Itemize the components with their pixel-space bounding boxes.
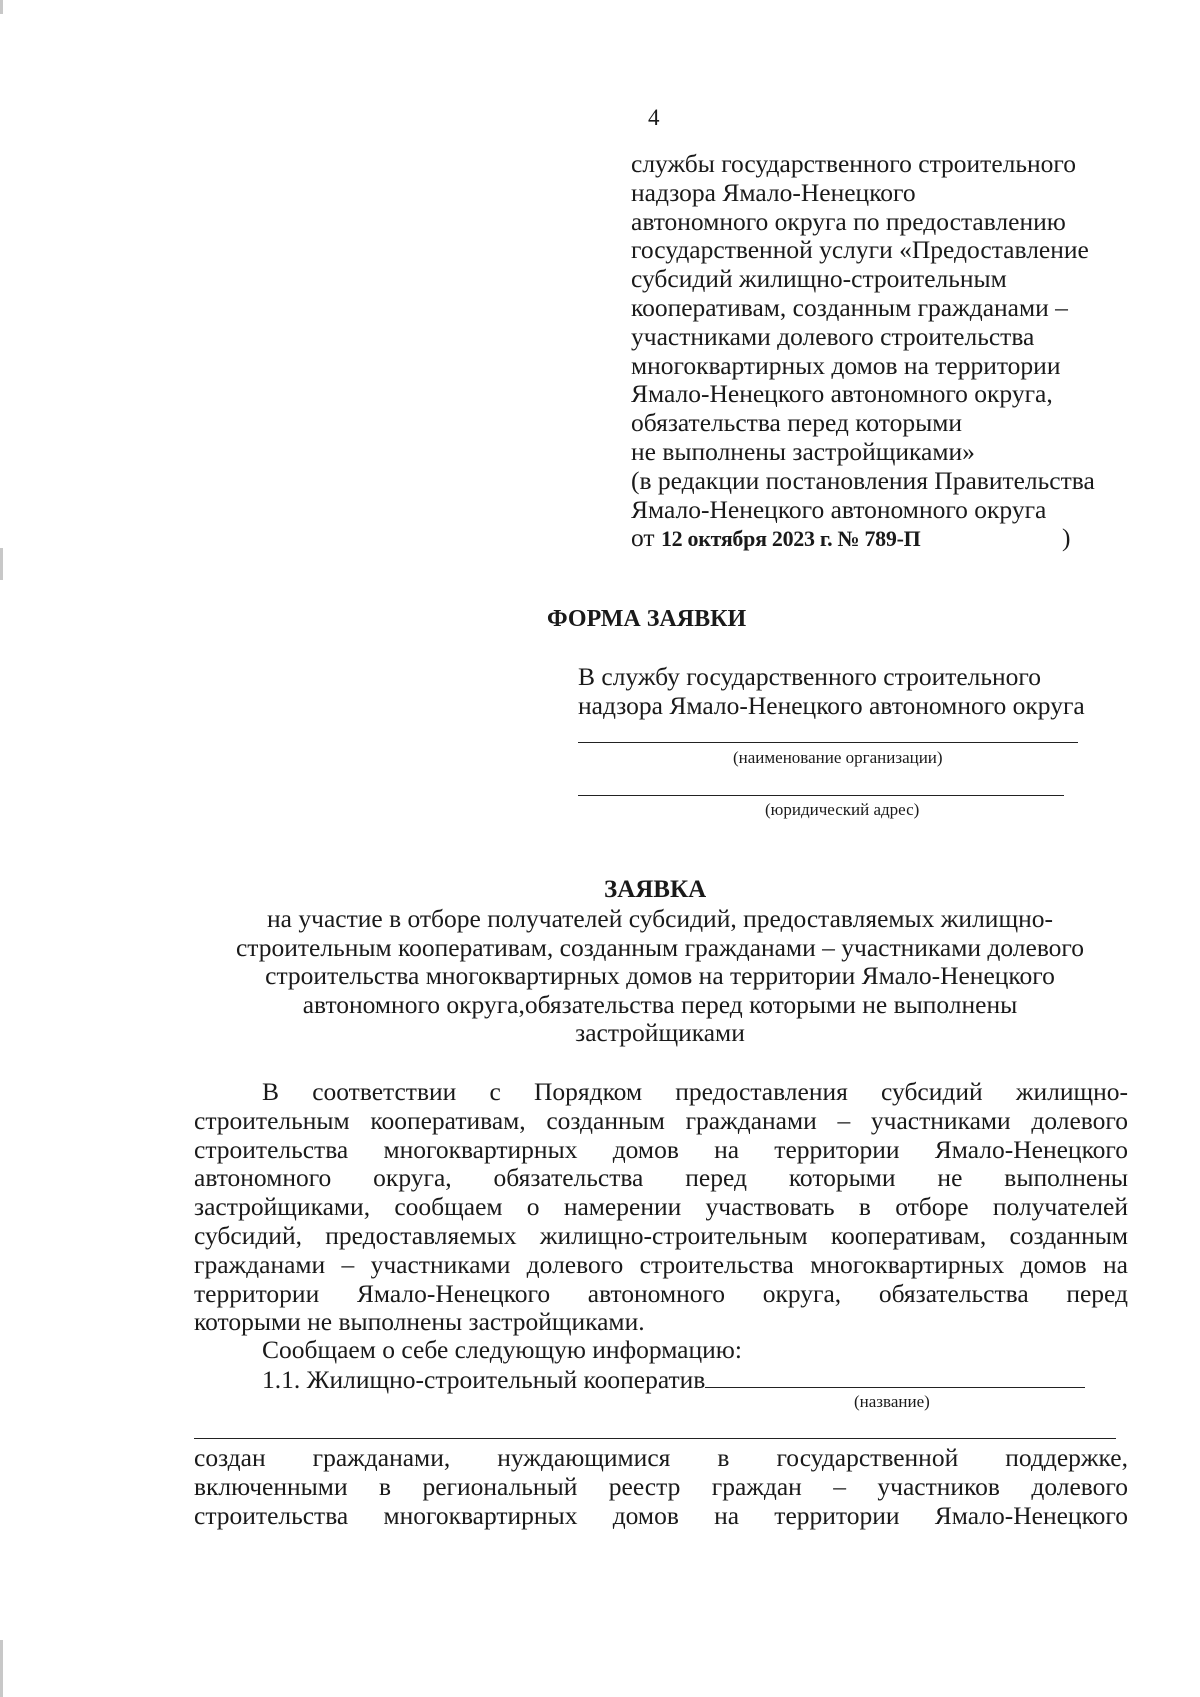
header-line: государственной услуги «Предоставление <box>631 235 1089 265</box>
header-line: надзора Ямало-Ненецкого <box>631 177 916 207</box>
header-line: не выполнены застройщиками» <box>631 436 975 466</box>
coop-name-caption: (название) <box>854 1392 930 1411</box>
form-title: ФОРМА ЗАЯВКИ <box>547 606 747 632</box>
header-line: кооперативам, созданным гражданами – <box>631 292 1068 322</box>
amendment-closing-bracket: ) <box>1062 523 1071 553</box>
addressee-line: В службу государственного строительного <box>578 662 1041 691</box>
addressee <box>578 662 1085 720</box>
legal-address-caption: (юридический адрес) <box>765 800 920 819</box>
paragraph-line: строительным кооперативам, созданным гражданами – участниками долевого <box>194 1105 1128 1135</box>
header-line: (в редакции постановления Правительства <box>631 465 1095 495</box>
header-line: участниками долевого строительства <box>631 321 1035 351</box>
header-line: Ямало-Ненецкого автономного округа, <box>631 379 1053 409</box>
paragraph-line: В соответствии с Порядком предоставления субсидий жилищно- <box>262 1077 1128 1106</box>
application-title: ЗАЯВКА <box>604 876 707 903</box>
header-line: автономного округа по предоставлению <box>631 206 1066 236</box>
amendment-date-number: 12 октября 2023 г. № 789-П <box>660 526 921 552</box>
paragraph-line: строительства многоквартирных домов на территории Ямало-Ненецкого <box>194 1500 1128 1530</box>
info-intro: Сообщаем о себе следующую информацию: <box>262 1335 742 1364</box>
paragraph-line: субсидий, предоставляемых жилищно-строительным кооперативам, созданным <box>194 1220 1128 1250</box>
header-line: Ямало-Ненецкого автономного округа <box>631 494 1047 524</box>
org-name-field-line <box>578 742 1078 743</box>
legal-address-field-line <box>578 795 1064 796</box>
subtitle-line: на участие в отборе получателей субсидий, предоставляемых жилищно- <box>267 904 1053 933</box>
subtitle-line: строительства многоквартирных домов на территории Ямало-Ненецкого <box>265 961 1055 991</box>
item-1-1-label: 1.1. Жилищно-строительный кооператив <box>262 1365 706 1394</box>
amendment-line <box>631 524 1071 554</box>
paragraph-line: гражданами – участниками долевого строительства многоквартирных домов на <box>194 1249 1128 1279</box>
header-line: многоквартирных домов на территории <box>631 350 1061 380</box>
coop-name-continuation-line <box>194 1438 1116 1439</box>
scan-edge-mark <box>0 548 3 580</box>
application-subtitle <box>180 905 1140 1048</box>
paragraph-line: строительства многоквартирных домов на территории Ямало-Ненецкого <box>194 1134 1128 1164</box>
subtitle-line: автономного округа,обязательства перед которыми не выполнены <box>302 989 1018 1019</box>
intro-paragraph <box>194 1078 1128 1337</box>
subtitle-line: строительным кооперативам, созданным гражданами – участниками долевого <box>235 932 1085 962</box>
header-line: субсидий жилищно-строительным <box>631 264 1007 294</box>
approval-header <box>631 150 1131 554</box>
header-line: обязательства перед которыми <box>631 408 963 438</box>
paragraph-line: территории Ямало-Ненецкого автономного округа, обязательства перед <box>194 1278 1128 1308</box>
paragraph-line: застройщиками, сообщаем о намерении участвовать в отборе получателей <box>194 1192 1128 1222</box>
amendment-prefix: от <box>631 523 655 553</box>
subtitle-line: застройщиками <box>575 1018 745 1048</box>
coop-name-field-line <box>705 1365 1085 1388</box>
paragraph-line: включенными в региональный реестр граждан – участников долевого <box>194 1471 1128 1501</box>
paragraph-line: создан гражданами, нуждающимися в государственной поддержке, <box>194 1443 1128 1472</box>
item-1-1 <box>262 1365 1085 1395</box>
coop-description-paragraph <box>194 1444 1128 1530</box>
header-line: службы государственного строительного <box>631 149 1076 178</box>
scan-edge-mark <box>0 0 3 14</box>
addressee-line: надзора Ямало-Ненецкого автономного округа <box>578 691 1085 720</box>
paragraph-line: которыми не выполнены застройщиками. <box>194 1307 645 1337</box>
paragraph-line: автономного округа, обязательства перед которыми не выполнены <box>194 1163 1128 1193</box>
page-number: 4 <box>648 105 660 130</box>
scan-edge-mark <box>0 1640 3 1697</box>
org-name-caption: (наименование организации) <box>733 748 943 767</box>
